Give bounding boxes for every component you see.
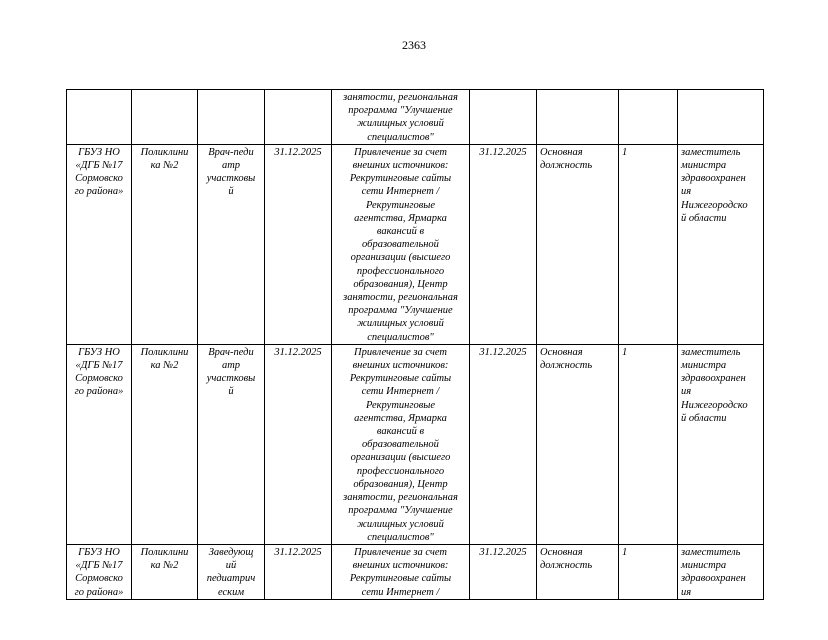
- source-cell: занятости, региональная программа "Улучшение жилищных условий специалистов": [332, 90, 470, 145]
- rate-cell: 1: [619, 144, 678, 344]
- date-end-cell: 31.12.2025: [265, 144, 332, 344]
- job-type-cell: Основная должность: [537, 344, 619, 544]
- job-type-cell: Основная должность: [537, 144, 619, 344]
- contact-cell: заместитель министра здравоохранен ия: [678, 544, 764, 599]
- date-end-cell: 31.12.2025: [265, 344, 332, 544]
- unit-cell: Поликлини ка №2: [132, 144, 198, 344]
- org-cell: ГБУЗ НО «ДГБ №17 Сормовско го района»: [67, 344, 132, 544]
- contact-cell: заместитель министра здравоохранен ия Нижегородско й области: [678, 144, 764, 344]
- job-type-cell: Основная должность: [537, 544, 619, 599]
- position-cell: [198, 90, 265, 145]
- org-cell: ГБУЗ НО «ДГБ №17 Сормовско го района»: [67, 144, 132, 344]
- org-cell: [67, 90, 132, 145]
- source-cell: Привлечение за счет внешних источников: Рекрутинговые сайты сети Интернет / Рекрутинговые агентства, Ярмарка вакансий в образовательной организации (высшего профессионального образования), Центр занятости, региональная программа "Улучшение жилищных условий специалистов": [332, 344, 470, 544]
- rate-cell: 1: [619, 344, 678, 544]
- source-cell: Привлечение за счет внешних источников: Рекрутинговые сайты сети Интернет /: [332, 544, 470, 599]
- date-cell: 31.12.2025: [470, 144, 537, 344]
- contact-cell: заместитель министра здравоохранен ия Нижегородско й области: [678, 344, 764, 544]
- table-row: [67, 544, 764, 599]
- contact-cell: [678, 90, 764, 145]
- table-row: [67, 344, 764, 544]
- table-row: [67, 90, 764, 145]
- position-cell: Врач-педи атр участковы й: [198, 144, 265, 344]
- source-cell: Привлечение за счет внешних источников: Рекрутинговые сайты сети Интернет / Рекрутинговые агентства, Ярмарка вакансий в образовательной организации (высшего профессионального образования), Центр занятости, региональная программа "Улучшение жилищных условий специалистов": [332, 144, 470, 344]
- org-cell: ГБУЗ НО «ДГБ №17 Сормовско го района»: [67, 544, 132, 599]
- date-end-cell: [265, 90, 332, 145]
- date-cell: 31.12.2025: [470, 344, 537, 544]
- rate-cell: [619, 90, 678, 145]
- date-cell: [470, 90, 537, 145]
- job-type-cell: [537, 90, 619, 145]
- unit-cell: Поликлини ка №2: [132, 544, 198, 599]
- unit-cell: Поликлини ка №2: [132, 344, 198, 544]
- staffing-table: [66, 89, 764, 600]
- date-end-cell: 31.12.2025: [265, 544, 332, 599]
- table-row: [67, 144, 764, 344]
- page-number: 2363: [402, 38, 426, 52]
- rate-cell: 1: [619, 544, 678, 599]
- position-cell: Заведующ ий педиатрич еским: [198, 544, 265, 599]
- unit-cell: [132, 90, 198, 145]
- position-cell: Врач-педи атр участковы й: [198, 344, 265, 544]
- date-cell: 31.12.2025: [470, 544, 537, 599]
